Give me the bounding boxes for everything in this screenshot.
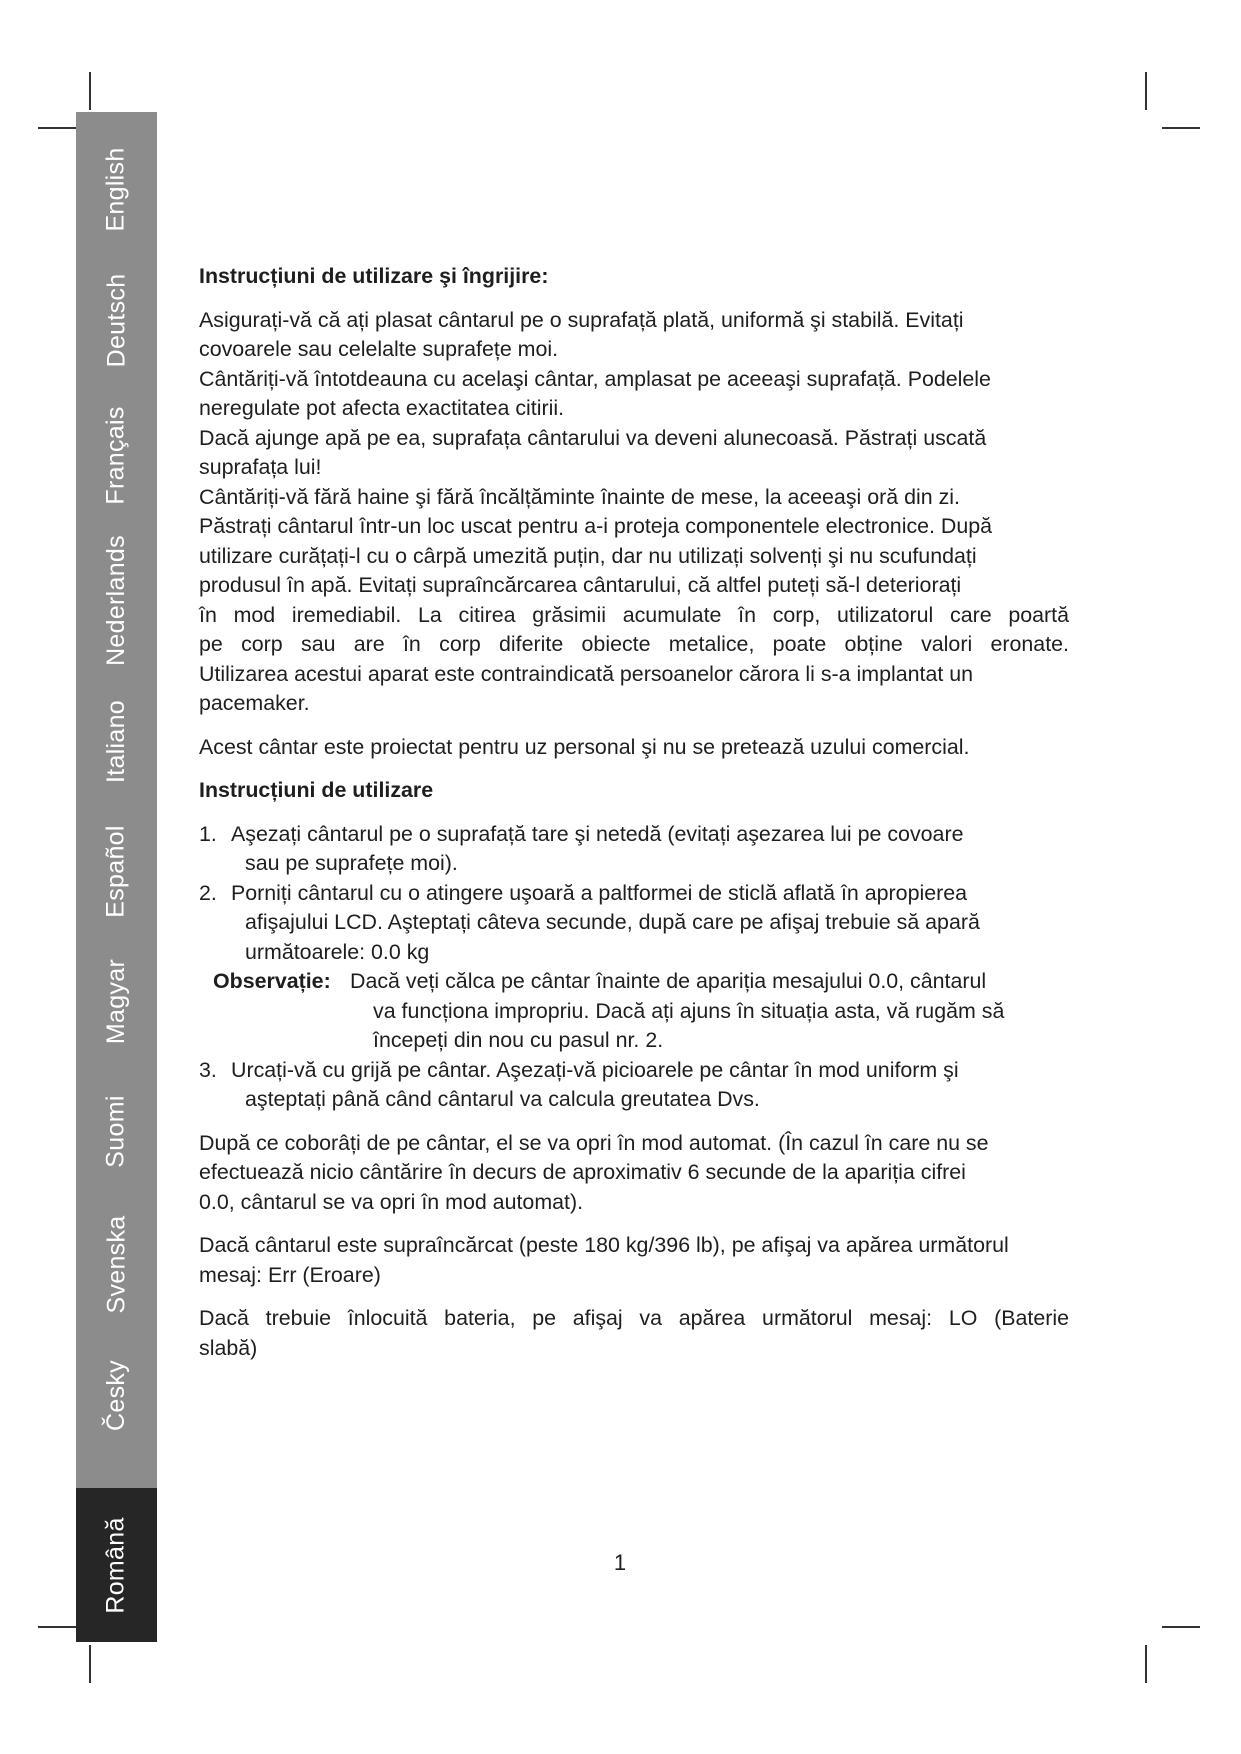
language-tab[interactable]: Česky	[102, 1360, 130, 1431]
text-line: După ce coborâți de pe cântar, el se va opri în mod automat. (În cazul în care nu se	[199, 1130, 989, 1155]
text-line: slabă)	[199, 1335, 258, 1360]
text-line: afişajului LCD. Aşteptați câteva secunde, după care pe afişaj trebuie să apară	[245, 910, 980, 934]
language-tab[interactable]: Español	[102, 824, 131, 918]
text-line: Dacă trebuie înlocuită bateria, pe afişaj va apărea următorul mesaj: LO (Baterie	[199, 1306, 1069, 1330]
text-line: produsul în apă. Evitați supraîncărcarea cântarului, că altfel puteți să-l deteriorați	[199, 573, 962, 597]
text-line: Utilizarea acestui aparat este contraindicată persoanelor cărora li s-a implantat un	[199, 661, 974, 686]
text-line: Dacă veți călca pe cântar înainte de apariția mesajului 0.0, cântarul	[350, 969, 987, 993]
text-line: Dacă ajunge apă pe ea, suprafața cântarului va deveni alunecoasă. Păstrați uscată	[199, 425, 987, 450]
text-line: utilizare curățați-l cu o cârpă umezită puțin, dar nu utilizați solvenți şi nu scufundați	[199, 543, 977, 568]
step-number: 2.	[199, 880, 217, 905]
language-tab[interactable]: Italiano	[102, 699, 131, 783]
crop-mark	[1145, 72, 1147, 110]
observation-label: Observație:	[213, 969, 331, 993]
care-paragraph	[199, 306, 1069, 719]
language-tab[interactable]: Nederlands	[102, 534, 131, 666]
language-tab[interactable]: Magyar	[102, 958, 131, 1044]
text-line: în mod iremediabil. La citirea grăsimii acumulate în corp, utilizatorul care poartă	[199, 602, 1069, 627]
text-line: efectuează nicio cântărire în decurs de aproximativ 6 secunde de la apariția cifrei	[199, 1160, 966, 1184]
text-line: neregulate pot afecta exactitatea citirii.	[199, 396, 565, 420]
text-line: aşteptați până când cântarul va calcula greutatea Dvs.	[245, 1087, 760, 1111]
step-item	[199, 879, 1069, 968]
language-sidebar	[76, 112, 157, 1642]
text-line: Dacă cântarul este supraîncărcat (peste 180 kg/396 lb), pe afişaj va apărea următorul	[199, 1233, 1009, 1257]
crop-mark	[1162, 1626, 1200, 1628]
text-line: suprafața lui!	[199, 455, 322, 479]
auto-off-paragraph	[199, 1129, 1069, 1218]
text-line: Cântăriți-vă fără haine şi fără încălțăminte înainte de mese, la aceeaşi oră din zi.	[199, 484, 960, 509]
language-tab[interactable]: Svenska	[102, 1215, 130, 1314]
text-line: covoarele sau celelalte suprafețe moi.	[199, 337, 559, 361]
crop-mark	[89, 1645, 91, 1683]
text-line: Aşezați cântarul pe o suprafață tare şi netedă (evitați aşezarea lui pe covoare	[231, 821, 964, 846]
text-line: începeți din nou cu pasul nr. 2.	[373, 1028, 664, 1052]
crop-mark	[1145, 1645, 1147, 1683]
step-item	[199, 1056, 1069, 1115]
text-line: sau pe suprafețe moi).	[245, 851, 458, 875]
text-line: pe corp sau are în corp diferite obiecte metalice, poate obține valori eronate.	[199, 632, 1069, 656]
text-line: pacemaker.	[199, 691, 310, 715]
page-content	[199, 262, 1069, 1363]
text-line: mesaj: Err (Eroare)	[199, 1262, 381, 1287]
overload-paragraph	[199, 1231, 1069, 1290]
text-line: Cântăriți-vă întotdeauna cu acelaşi cântar, amplasat pe aceeaşi suprafață. Podelele	[199, 366, 991, 391]
text-line: va funcționa impropriu. Dacă ați ajuns în situația asta, vă rugăm să	[373, 998, 1005, 1023]
crop-mark	[38, 1626, 76, 1628]
text-line: Porniți cântarul cu o atingere uşoară a paltformei de sticlă aflată în apropierea	[231, 880, 968, 905]
observation-note	[199, 967, 1069, 1056]
page-number: 1	[613, 1550, 627, 1575]
text-line: Urcați-vă cu grijă pe cântar. Aşezați-vă picioarele pe cântar în mod uniform şi	[231, 1057, 959, 1082]
text-line: Asigurați-vă că ați plasat cântarul pe o suprafață plată, uniformă şi stabilă. Evitați	[199, 307, 964, 332]
text-line: Păstrați cântarul într-un loc uscat pentru a-i proteja componentele electronice. După	[199, 514, 993, 538]
text-line: următoarele: 0.0 kg	[245, 939, 430, 964]
text-line: 0.0, cântarul se va opri în mod automat).	[199, 1189, 584, 1214]
battery-paragraph	[199, 1304, 1069, 1363]
language-tab-active[interactable]: Română	[76, 1488, 157, 1642]
instruction-steps	[199, 820, 1069, 968]
step-number: 1.	[199, 821, 217, 846]
crop-mark	[89, 72, 91, 110]
crop-mark	[38, 127, 76, 129]
step-number: 3.	[199, 1057, 217, 1082]
crop-mark	[1162, 127, 1200, 129]
section-heading: Instrucțiuni de utilizare şi îngrijire:	[199, 264, 549, 288]
section-heading: Instrucțiuni de utilizare	[199, 778, 434, 802]
step-item	[199, 820, 1069, 879]
language-tab[interactable]: Deutsch	[102, 273, 130, 368]
language-tab[interactable]: English	[102, 146, 131, 232]
language-tab[interactable]: Suomi	[102, 1094, 130, 1168]
language-tab[interactable]: Français	[102, 406, 131, 505]
personal-use-note: Acest cântar este proiectat pentru uz personal şi nu se pretează uzului comercial.	[199, 734, 970, 759]
